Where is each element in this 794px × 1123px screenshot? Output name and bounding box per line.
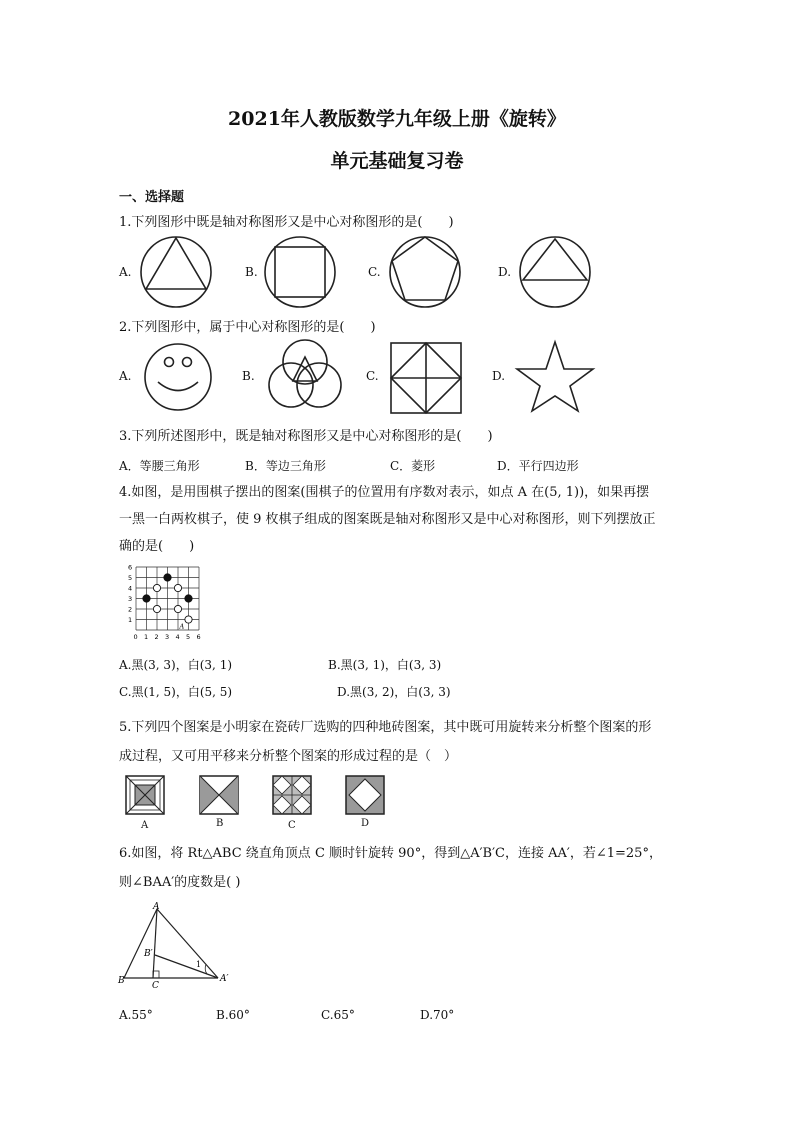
q6-option-d: D.70° (420, 1008, 455, 1022)
x-tick-label: 5 (186, 633, 191, 641)
q4-stem-line3: 确的是( ) (119, 539, 195, 554)
x-tick-label: 1 (144, 633, 149, 641)
q6-triangle-figure (116, 904, 236, 990)
q1-label-b: B. (245, 265, 258, 279)
q6-label-b: B (118, 976, 125, 986)
y-tick-label: 4 (128, 584, 133, 593)
white-stone (174, 605, 181, 612)
q4-stem-line1: 4.如图，是用围棋子摆出的图案(围棋子的位置用有序数对表示，如点 A 在(5, 1))，如果再摆 (119, 485, 650, 500)
q2-label-a: A. (119, 369, 132, 383)
q5-tile-d (345, 775, 385, 815)
q6-label-a: A (153, 902, 160, 912)
q4-stem-line2: 一黑一白两枚棋子，使 9 枚棋子组成的图案既是轴对称图形又是中心对称图形，则下列摆放正 (119, 512, 656, 527)
q6-label-angle-1: 1 (196, 960, 202, 969)
q5-caption-d: D (361, 818, 370, 829)
page-title-line2: 单元基础复习卷 (330, 150, 464, 172)
y-tick-label: 3 (128, 595, 133, 603)
white-stone (153, 584, 160, 591)
q4-option-b: B.黑(3, 1)，白(3, 3) (328, 658, 442, 672)
q6-label-a-prime: A′ (220, 974, 229, 984)
q6-stem-line1: 6.如图，将 Rt△ABC 绕直角顶点 C 顺时针旋转 90°，得到△A′B′C，连接 AA′，若∠1=25°， (119, 846, 662, 861)
q1-label-a: A. (119, 265, 132, 279)
q3-option-d: D．平行四边形 (497, 459, 579, 473)
q5-tile-b (199, 775, 239, 815)
q5-stem-line1: 5.下列四个图案是小明家在瓷砖厂选购的四种地砖图案，其中既可用旋转来分析整个图案的形 (119, 720, 652, 735)
q4-go-board (124, 562, 206, 642)
x-tick-label: 6 (196, 633, 201, 641)
section-heading: 一、选择题 (119, 190, 185, 205)
q3-option-c: C．菱形 (390, 459, 436, 473)
q5-stem-line2: 成过程，又可用平移来分析整个图案的形成过程的是（ ） (119, 749, 458, 764)
black-stone (164, 574, 171, 581)
black-stone (185, 595, 192, 602)
q2-stem: 2.下列图形中，属于中心对称图形的是( ) (119, 320, 376, 335)
black-stone (143, 595, 150, 602)
q5-tile-c (272, 775, 312, 815)
q3-option-a: A．等腰三角形 (119, 459, 200, 473)
q5-caption-b: B (216, 818, 224, 829)
x-tick-label: 0 (133, 633, 138, 641)
q2-figure-smiley (142, 341, 214, 413)
q1-figure-d (517, 234, 593, 310)
x-tick-label: 2 (154, 633, 159, 641)
q1-label-d: D. (498, 265, 512, 279)
q1-label-c: C. (368, 265, 381, 279)
q2-figure-three-circles (264, 337, 346, 415)
y-tick-label: 6 (128, 563, 133, 572)
q6-label-c: C (152, 981, 159, 991)
q2-label-b: B. (242, 369, 255, 383)
q2-label-d: D. (492, 369, 506, 383)
q1-figure-c (387, 234, 463, 310)
white-stone (185, 616, 192, 623)
q4-option-a: A.黑(3, 3)，白(3, 1) (119, 658, 233, 672)
q2-figure-star (514, 339, 596, 413)
q6-label-b-prime: B′ (144, 949, 153, 959)
q6-option-b: B.60° (216, 1008, 250, 1022)
q1-figure-a (138, 234, 214, 310)
y-tick-label: 1 (128, 616, 133, 624)
q2-figure-square (389, 341, 463, 415)
q1-stem: 1.下列图形中既是轴对称图形又是中心对称图形的是( ) (119, 215, 454, 230)
x-tick-label: 3 (165, 633, 170, 641)
q5-caption-c: C (288, 820, 296, 831)
q5-caption-a: A (141, 820, 149, 831)
q4-option-d: D.黑(3, 2)，白(3, 3) (337, 685, 451, 699)
q5-tile-a (125, 775, 165, 815)
q3-option-b: B．等边三角形 (245, 459, 326, 473)
white-stone (174, 584, 181, 591)
y-tick-label: 2 (128, 605, 133, 614)
y-tick-label: 5 (128, 574, 133, 582)
x-tick-label: 4 (175, 633, 180, 641)
point-a-label: A (179, 622, 185, 631)
q3-stem: 3.下列所述图形中，既是轴对称图形又是中心对称图形的是( ) (119, 429, 493, 444)
q4-option-c: C.黑(1, 5)，白(5, 5) (119, 685, 233, 699)
white-stone (153, 605, 160, 612)
q2-label-c: C. (366, 369, 379, 383)
q6-stem-line2: 则∠BAA′的度数是( ) (119, 875, 241, 890)
q1-figure-b (262, 234, 338, 310)
page-title-line1: 2021年人教版数学九年级上册《旋转》 (228, 108, 566, 130)
q6-option-a: A.55° (119, 1008, 153, 1022)
q6-option-c: C.65° (321, 1008, 355, 1022)
